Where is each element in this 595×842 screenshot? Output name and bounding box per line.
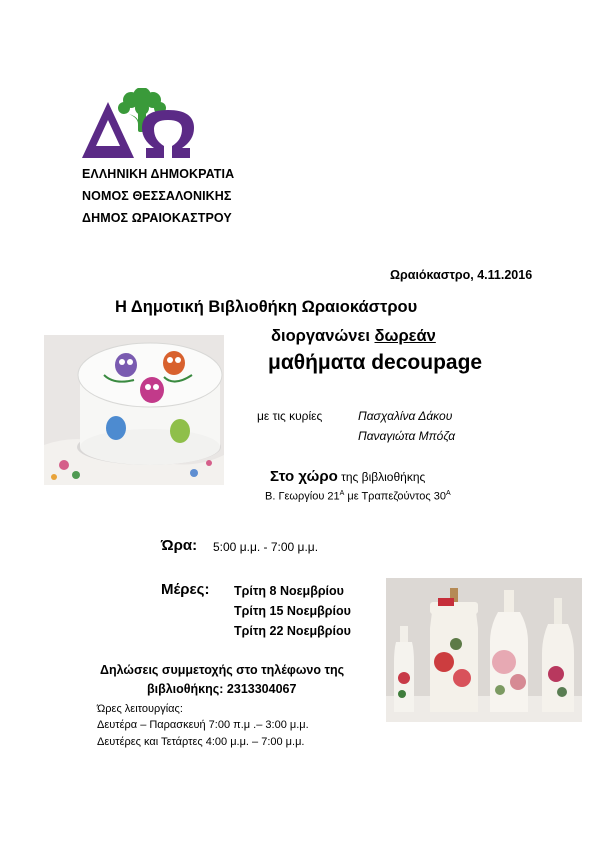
registration-line-2: βιβλιοθήκης: 2313304067 [147, 682, 297, 696]
venue-label: Στο χώρο [270, 468, 338, 485]
jar-icon [430, 588, 478, 712]
title-line-1: Η Δημοτική Βιβλιοθήκη Ωραιοκάστρου [115, 298, 418, 316]
opening-hours-label: Ώρες λειτουργίας: [97, 703, 183, 715]
day-3: Τρίτη 22 Νοεμβρίου [234, 624, 351, 638]
teachers-prefix: με τις κυρίες [257, 409, 323, 423]
teacher-name-1: Πασχαλίνα Δάκου [358, 409, 453, 423]
document-date: Ωραιόκαστρο, 4.11.2016 [390, 268, 533, 282]
day-2: Τρίτη 15 Νοεμβρίου [234, 604, 351, 618]
owl-icon [115, 353, 137, 377]
decoupage-box-photo [44, 335, 224, 485]
omega-icon [142, 110, 194, 158]
venue-address [265, 490, 451, 503]
authority-line-1: ΕΛΛΗΝΙΚΗ ΔΗΜΟΚΡΑΤΙΑ [82, 167, 235, 181]
teacher-name-2: Παναγιώτα Μπόζα [358, 429, 456, 443]
owl-icon [140, 377, 164, 403]
address-sup-2: Α [445, 490, 451, 497]
address-part-1: Β. Γεωργίου 21 [265, 490, 340, 503]
tree-icon [118, 88, 166, 132]
municipality-logo [80, 88, 196, 164]
days-label: Μέρες: [161, 581, 210, 598]
title-line-3: μαθήματα decoupage [268, 351, 483, 374]
venue-line [270, 468, 425, 485]
opening-hours-line-2: Δευτέρες και Τετάρτες 4:00 μ.μ. – 7:00 μ.μ. [97, 736, 305, 748]
title-line-2 [271, 327, 436, 346]
hours-value: 5:00 μ.μ. - 7:00 μ.μ. [213, 540, 319, 554]
address-part-2: με Τραπεζούντος 30 [344, 490, 446, 503]
day-1: Τρίτη 8 Νοεμβρίου [234, 584, 344, 598]
opening-hours-line-1: Δευτέρα – Παρασκευή 7:00 π.μ .– 3:00 μ.μ. [97, 719, 309, 731]
address-sup-1: Α [339, 490, 345, 497]
decoupage-bottles-photo [386, 578, 582, 722]
registration-line-1: Δηλώσεις συμμετοχής στο τηλέφωνο της [100, 663, 345, 677]
free-underlined: δωρεάν [374, 327, 436, 345]
hours-label: Ώρα: [161, 537, 198, 554]
authority-line-2: ΝΟΜΟΣ ΘΕΣΣΑΛΟΝΙΚΗΣ [82, 189, 232, 203]
authority-line-3: ΔΗΜΟΣ ΩΡΑΙΟΚΑΣΤΡΟΥ [82, 211, 232, 225]
venue-label-rest: της βιβλιοθήκης [337, 470, 426, 484]
owl-icon [163, 351, 185, 375]
title-line-2-prefix: διοργανώνει [271, 327, 375, 345]
